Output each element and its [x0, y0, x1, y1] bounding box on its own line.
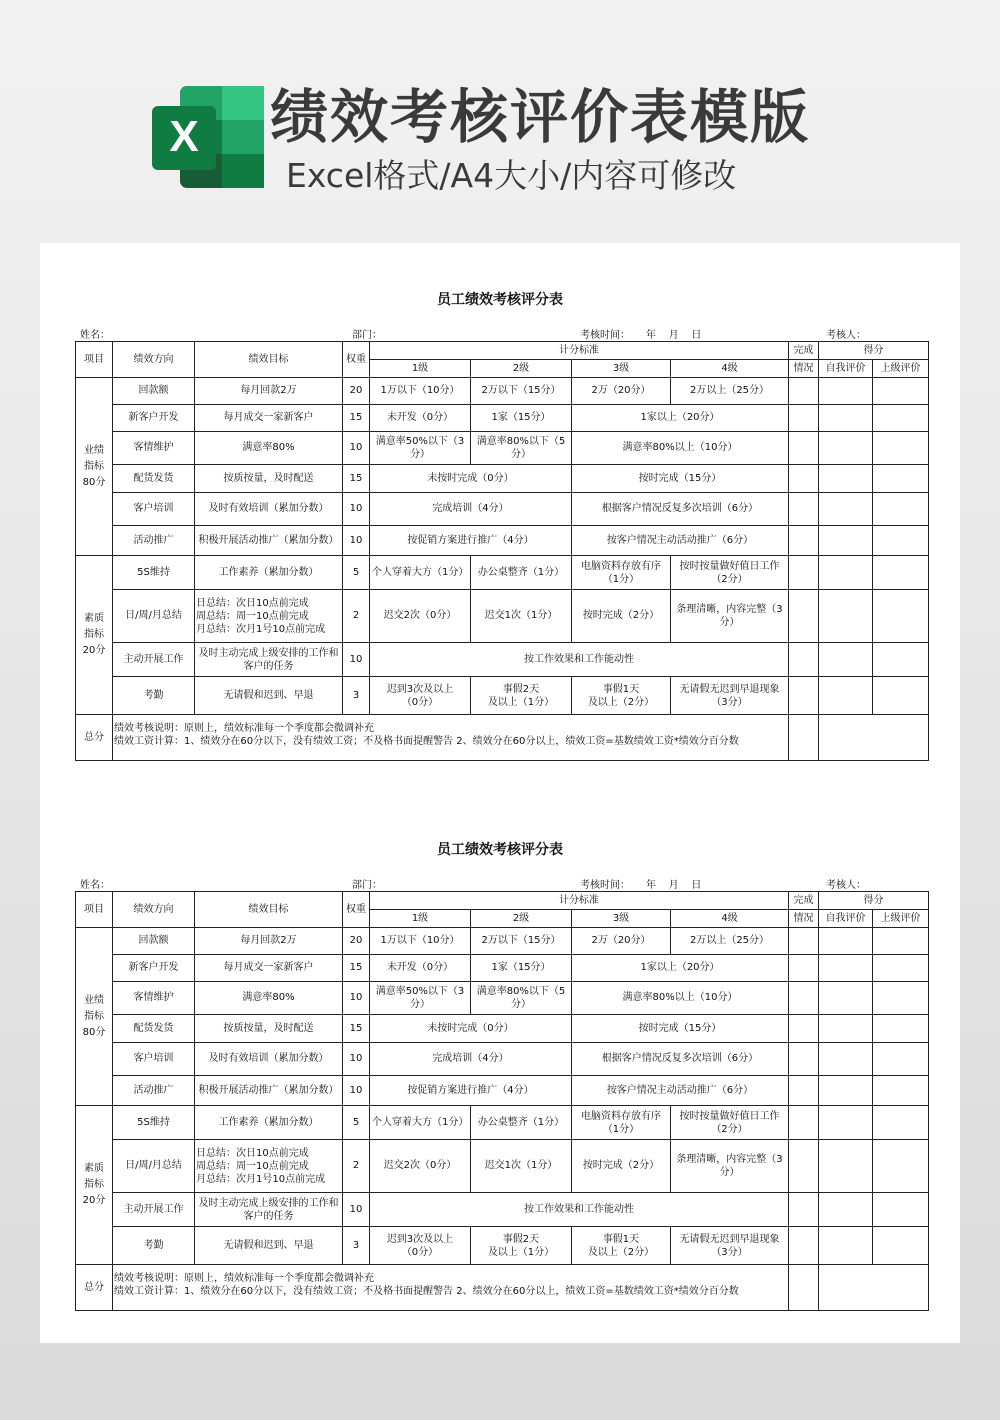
- group-performance: 业绩 指标 80分: [76, 928, 113, 1106]
- goal-cell: 满意率80%: [195, 432, 343, 465]
- self-eval-input[interactable]: [819, 1076, 873, 1106]
- total-complete-input[interactable]: [789, 715, 819, 761]
- complete-input[interactable]: [789, 590, 819, 643]
- year-label: 年: [645, 330, 656, 341]
- table-row: [76, 955, 929, 982]
- weight-cell: 20: [343, 378, 370, 405]
- total-notes: [113, 715, 789, 761]
- level-cell: 满意率80%以上（10分）: [572, 432, 789, 465]
- goal-cell: 日总结：次日10点前完成 周总结：周一10点前完成 月总结：次月1号10点前完成: [195, 590, 343, 643]
- day-label: 日: [691, 330, 702, 341]
- level-cell: 满意率80%以上（10分）: [572, 982, 789, 1015]
- level-cell: 2万（20分）: [572, 378, 671, 405]
- note-line-1: 绩效考核说明：原则上，绩效标准每一个季度都会微调补充: [114, 1273, 374, 1284]
- score-table: [75, 341, 929, 761]
- superior-eval-input[interactable]: [873, 1193, 929, 1227]
- total-score-input[interactable]: [819, 1265, 929, 1311]
- table-row: [76, 982, 929, 1015]
- direction-cell: 客户培训: [113, 1043, 195, 1076]
- level-cell: 条理清晰，内容完整（3 分）: [671, 1140, 789, 1193]
- direction-cell: 主动开展工作: [113, 1193, 195, 1227]
- header-level-2: 2级: [471, 910, 572, 928]
- form-title: 员工绩效考核评分表: [437, 842, 563, 858]
- level-cell: 电脑资料存放有序 （1分）: [572, 1106, 671, 1140]
- year-label: 年: [645, 880, 656, 891]
- complete-input[interactable]: [789, 1140, 819, 1193]
- level-cell: 未按时完成（0分）: [370, 1015, 572, 1043]
- month-label: 月: [668, 880, 679, 891]
- level-cell: 未开发（0分）: [370, 955, 471, 982]
- weight-cell: 10: [343, 1193, 370, 1227]
- level-cell: 按时完成（2分）: [572, 1140, 671, 1193]
- header-weight: 权重: [343, 892, 370, 928]
- complete-input[interactable]: [789, 1043, 819, 1076]
- level-cell: 完成培训（4分）: [370, 1043, 572, 1076]
- weight-cell: 15: [343, 465, 370, 493]
- self-eval-input[interactable]: [819, 1193, 873, 1227]
- direction-cell: 日/周/月总结: [113, 1140, 195, 1193]
- total-label: 总分: [76, 715, 113, 761]
- self-eval-input[interactable]: [819, 1043, 873, 1076]
- self-eval-input[interactable]: [819, 465, 873, 493]
- department-label: 部门：: [352, 330, 382, 341]
- table-row: [76, 1015, 929, 1043]
- weight-cell: 10: [343, 982, 370, 1015]
- weight-cell: 15: [343, 405, 370, 432]
- header-self-eval: 自我评价: [819, 910, 873, 928]
- table-row: [76, 928, 929, 955]
- level-cell: 2万以上（25分）: [671, 928, 789, 955]
- complete-input[interactable]: [789, 928, 819, 955]
- form-title: 员工绩效考核评分表: [437, 292, 563, 308]
- level-cell: 2万以上（25分）: [671, 378, 789, 405]
- level-cell: 2万以下（15分）: [471, 378, 572, 405]
- weight-cell: 10: [343, 1043, 370, 1076]
- goal-cell: 每月回款2万: [195, 378, 343, 405]
- header-score: 得分: [819, 342, 929, 360]
- superior-eval-input[interactable]: [873, 982, 929, 1015]
- complete-input[interactable]: [789, 982, 819, 1015]
- level-cell: 办公桌整齐（1分）: [471, 1106, 572, 1140]
- complete-input[interactable]: [789, 556, 819, 590]
- level-cell: 迟到3次及以上 （0分）: [370, 1227, 471, 1265]
- direction-cell: 配货发货: [113, 1015, 195, 1043]
- level-cell: 1家以上（20分）: [572, 955, 789, 982]
- goal-cell: 无请假和迟到、早退: [195, 677, 343, 715]
- review-time-label: 考核时间：: [580, 880, 630, 891]
- header-complete-status: 情况: [789, 360, 819, 378]
- banner: [0, 0, 1000, 220]
- direction-cell: 活动推广: [113, 526, 195, 556]
- goal-cell: 积极开展活动推广（累加分数）: [195, 1076, 343, 1106]
- level-cell: 迟交2次（0分）: [370, 590, 471, 643]
- level-cell: 事假2天 及以上（1分）: [471, 677, 572, 715]
- total-notes: [113, 1265, 789, 1311]
- self-eval-input[interactable]: [819, 955, 873, 982]
- self-eval-input[interactable]: [819, 556, 873, 590]
- level-cell: 按时按量做好值日工作 （2分）: [671, 1106, 789, 1140]
- header-direction: 绩效方向: [113, 892, 195, 928]
- level-cell: 按时完成（15分）: [572, 1015, 789, 1043]
- self-eval-input[interactable]: [819, 1140, 873, 1193]
- self-eval-input[interactable]: [819, 493, 873, 526]
- level-cell: 1家（15分）: [471, 405, 572, 432]
- direction-cell: 活动推广: [113, 1076, 195, 1106]
- table-row: [76, 677, 929, 715]
- note-line-1: 绩效考核说明：原则上，绩效标准每一个季度都会微调补充: [114, 723, 374, 734]
- complete-input[interactable]: [789, 677, 819, 715]
- superior-eval-input[interactable]: [873, 493, 929, 526]
- superior-eval-input[interactable]: [873, 465, 929, 493]
- superior-eval-input[interactable]: [873, 1140, 929, 1193]
- level-cell: 按时按量做好值日工作 （2分）: [671, 556, 789, 590]
- level-cell: 未按时完成（0分）: [370, 465, 572, 493]
- header-level-1: 1级: [370, 360, 471, 378]
- level-cell: 满意率80%以下（5 分）: [471, 982, 572, 1015]
- table-row: [76, 1043, 929, 1076]
- note-line-2: 绩效工资计算：1、绩效分在60分以下，没有绩效工资；不及格书面提醒警告 2、绩效分在60分以上，绩效工资=基数绩效工资*绩效分百分数: [114, 736, 739, 747]
- table-row: [76, 465, 929, 493]
- goal-cell: 按质按量，及时配送: [195, 465, 343, 493]
- direction-cell: 客户培训: [113, 493, 195, 526]
- goal-cell: 工作素养（累加分数）: [195, 556, 343, 590]
- complete-input[interactable]: [789, 493, 819, 526]
- header-score: 得分: [819, 892, 929, 910]
- self-eval-input[interactable]: [819, 378, 873, 405]
- complete-input[interactable]: [789, 1227, 819, 1265]
- goal-cell: 按质按量，及时配送: [195, 1015, 343, 1043]
- weight-cell: 15: [343, 1015, 370, 1043]
- goal-cell: 每月回款2万: [195, 928, 343, 955]
- table-row: [76, 432, 929, 465]
- level-cell: 事假1天 及以上（2分）: [572, 1227, 671, 1265]
- table-row: [76, 493, 929, 526]
- level-cell: 迟交2次（0分）: [370, 1140, 471, 1193]
- header-item: 项目: [76, 892, 113, 928]
- direction-cell: 日/周/月总结: [113, 590, 195, 643]
- level-cell: 迟交1次（1分）: [471, 590, 572, 643]
- weight-cell: 10: [343, 432, 370, 465]
- header-self-eval: 自我评价: [819, 360, 873, 378]
- header-complete: 完成: [789, 342, 819, 360]
- direction-cell: 回款额: [113, 378, 195, 405]
- self-eval-input[interactable]: [819, 1227, 873, 1265]
- superior-eval-input[interactable]: [873, 378, 929, 405]
- day-label: 日: [691, 880, 702, 891]
- complete-input[interactable]: [789, 1193, 819, 1227]
- complete-input[interactable]: [789, 465, 819, 493]
- review-time-label: 考核时间：: [580, 330, 630, 341]
- self-eval-input[interactable]: [819, 643, 873, 677]
- level-cell: 根据客户情况反复多次培训（6分）: [572, 1043, 789, 1076]
- level-cell: 按促销方案进行推广（4分）: [370, 1076, 572, 1106]
- superior-eval-input[interactable]: [873, 677, 929, 715]
- level-cell: 按客户情况主动活动推广（6分）: [572, 1076, 789, 1106]
- level-cell: 满意率50%以下（3 分）: [370, 982, 471, 1015]
- self-eval-input[interactable]: [819, 1106, 873, 1140]
- weight-cell: 3: [343, 677, 370, 715]
- group-quality: 素质 指标 20分: [76, 556, 113, 715]
- direction-cell: 客情维护: [113, 432, 195, 465]
- complete-input[interactable]: [789, 405, 819, 432]
- month-label: 月: [668, 330, 679, 341]
- reviewer-label: 考核人：: [826, 880, 866, 891]
- complete-input[interactable]: [789, 526, 819, 556]
- header-superior-eval: 上级评价: [873, 360, 929, 378]
- level-cell: 迟到3次及以上 （0分）: [370, 677, 471, 715]
- goal-cell: 工作素养（累加分数）: [195, 1106, 343, 1140]
- direction-cell: 5S维持: [113, 556, 195, 590]
- note-line-2: 绩效工资计算：1、绩效分在60分以下，没有绩效工资；不及格书面提醒警告 2、绩效分在60分以上，绩效工资=基数绩效工资*绩效分百分数: [114, 1286, 739, 1297]
- level-cell: 1万以下（10分）: [370, 378, 471, 405]
- total-complete-input[interactable]: [789, 1265, 819, 1311]
- superior-eval-input[interactable]: [873, 1043, 929, 1076]
- page-subtitle: Excel格式/A4大小/内容可修改: [286, 156, 737, 195]
- level-cell: 电脑资料存放有序 （1分）: [572, 556, 671, 590]
- header-criteria: 计分标准: [370, 342, 789, 360]
- weight-cell: 10: [343, 526, 370, 556]
- complete-input[interactable]: [789, 378, 819, 405]
- weight-cell: 15: [343, 955, 370, 982]
- self-eval-input[interactable]: [819, 1015, 873, 1043]
- complete-input[interactable]: [789, 1076, 819, 1106]
- table-row: [76, 1227, 929, 1265]
- level-cell: 事假1天 及以上（2分）: [572, 677, 671, 715]
- superior-eval-input[interactable]: [873, 526, 929, 556]
- header-level-2: 2级: [471, 360, 572, 378]
- direction-cell: 配货发货: [113, 465, 195, 493]
- level-cell: 1万以下（10分）: [370, 928, 471, 955]
- header-weight: 权重: [343, 342, 370, 378]
- complete-input[interactable]: [789, 432, 819, 465]
- level-cell: 按促销方案进行推广（4分）: [370, 526, 572, 556]
- page-title: 绩效考核评价表模版: [270, 83, 811, 151]
- superior-eval-input[interactable]: [873, 556, 929, 590]
- self-eval-input[interactable]: [819, 677, 873, 715]
- direction-cell: 考勤: [113, 1227, 195, 1265]
- table-row: [76, 1140, 929, 1193]
- level-cell: 办公桌整齐（1分）: [471, 556, 572, 590]
- department-label: 部门：: [352, 880, 382, 891]
- weight-cell: 20: [343, 928, 370, 955]
- level-cell: 个人穿着大方（1分）: [370, 556, 471, 590]
- level-cell: 1家以上（20分）: [572, 405, 789, 432]
- table-row: [76, 1106, 929, 1140]
- self-eval-input[interactable]: [819, 526, 873, 556]
- header-item: 项目: [76, 342, 113, 378]
- header-direction: 绩效方向: [113, 342, 195, 378]
- level-cell: 2万以下（15分）: [471, 928, 572, 955]
- goal-cell: 满意率80%: [195, 982, 343, 1015]
- header-goal: 绩效目标: [195, 342, 343, 378]
- header-goal: 绩效目标: [195, 892, 343, 928]
- paper: [40, 243, 960, 1343]
- level-cell: 根据客户情况反复多次培训（6分）: [572, 493, 789, 526]
- superior-eval-input[interactable]: [873, 432, 929, 465]
- superior-eval-input[interactable]: [873, 1106, 929, 1140]
- name-label: 姓名：: [80, 330, 110, 341]
- table-row: [76, 378, 929, 405]
- level-cell: 个人穿着大方（1分）: [370, 1106, 471, 1140]
- score-table: [75, 891, 929, 1311]
- superior-eval-input[interactable]: [873, 405, 929, 432]
- level-cell: 按工作效果和工作能动性: [370, 643, 789, 677]
- total-score-input[interactable]: [819, 715, 929, 761]
- weight-cell: 3: [343, 1227, 370, 1265]
- complete-input[interactable]: [789, 1106, 819, 1140]
- level-cell: 完成培训（4分）: [370, 493, 572, 526]
- weight-cell: 10: [343, 1076, 370, 1106]
- superior-eval-input[interactable]: [873, 643, 929, 677]
- header-complete-status: 情况: [789, 910, 819, 928]
- group-quality: 素质 指标 20分: [76, 1106, 113, 1265]
- level-cell: 迟交1次（1分）: [471, 1140, 572, 1193]
- level-cell: 2万（20分）: [572, 928, 671, 955]
- goal-cell: 及时主动完成上级安排的工作和 客户的任务: [195, 1193, 343, 1227]
- level-cell: 事假2天 及以上（1分）: [471, 1227, 572, 1265]
- superior-eval-input[interactable]: [873, 1015, 929, 1043]
- level-cell: 满意率50%以下（3 分）: [370, 432, 471, 465]
- superior-eval-input[interactable]: [873, 928, 929, 955]
- level-cell: 按客户情况主动活动推广（6分）: [572, 526, 789, 556]
- total-row: [76, 1265, 929, 1311]
- direction-cell: 考勤: [113, 677, 195, 715]
- goal-cell: 及时主动完成上级安排的工作和 客户的任务: [195, 643, 343, 677]
- direction-cell: 主动开展工作: [113, 643, 195, 677]
- header-level-3: 3级: [572, 360, 671, 378]
- weight-cell: 2: [343, 1140, 370, 1193]
- name-label: 姓名：: [80, 880, 110, 891]
- header-superior-eval: 上级评价: [873, 910, 929, 928]
- goal-cell: 积极开展活动推广（累加分数）: [195, 526, 343, 556]
- weight-cell: 10: [343, 643, 370, 677]
- weight-cell: 10: [343, 493, 370, 526]
- table-row: [76, 526, 929, 556]
- table-row: [76, 1076, 929, 1106]
- superior-eval-input[interactable]: [873, 590, 929, 643]
- self-eval-input[interactable]: [819, 982, 873, 1015]
- review-time: [580, 876, 701, 891]
- level-cell: 无请假无迟到早退现象 （3分）: [671, 1227, 789, 1265]
- goal-cell: 日总结：次日10点前完成 周总结：周一10点前完成 月总结：次月1号10点前完成: [195, 1140, 343, 1193]
- table-row: [76, 556, 929, 590]
- table-row: [76, 1193, 929, 1227]
- table-row: [76, 590, 929, 643]
- header-level-3: 3级: [572, 910, 671, 928]
- level-cell: 按时完成（2分）: [572, 590, 671, 643]
- table-row: [76, 405, 929, 432]
- goal-cell: 每月成交一家新客户: [195, 955, 343, 982]
- header-level-4: 4级: [671, 360, 789, 378]
- level-cell: 1家（15分）: [471, 955, 572, 982]
- complete-input[interactable]: [789, 1015, 819, 1043]
- goal-cell: 无请假和迟到、早退: [195, 1227, 343, 1265]
- header-criteria: 计分标准: [370, 892, 789, 910]
- group-performance: 业绩 指标 80分: [76, 378, 113, 556]
- self-eval-input[interactable]: [819, 432, 873, 465]
- weight-cell: 5: [343, 1106, 370, 1140]
- self-eval-input[interactable]: [819, 928, 873, 955]
- superior-eval-input[interactable]: [873, 1076, 929, 1106]
- review-time: [580, 326, 701, 341]
- direction-cell: 新客户开发: [113, 955, 195, 982]
- goal-cell: 每月成交一家新客户: [195, 405, 343, 432]
- header-complete: 完成: [789, 892, 819, 910]
- complete-input[interactable]: [789, 955, 819, 982]
- direction-cell: 客情维护: [113, 982, 195, 1015]
- goal-cell: 及时有效培训（累加分数）: [195, 493, 343, 526]
- level-cell: 满意率80%以下（5 分）: [471, 432, 572, 465]
- level-cell: 无请假无迟到早退现象 （3分）: [671, 677, 789, 715]
- total-label: 总分: [76, 1265, 113, 1311]
- self-eval-input[interactable]: [819, 590, 873, 643]
- goal-cell: 及时有效培训（累加分数）: [195, 1043, 343, 1076]
- self-eval-input[interactable]: [819, 405, 873, 432]
- weight-cell: 2: [343, 590, 370, 643]
- direction-cell: 5S维持: [113, 1106, 195, 1140]
- complete-input[interactable]: [789, 643, 819, 677]
- level-cell: 未开发（0分）: [370, 405, 471, 432]
- excel-logo-letter: X: [169, 112, 199, 161]
- excel-logo-icon: [152, 86, 264, 188]
- superior-eval-input[interactable]: [873, 1227, 929, 1265]
- total-row: [76, 715, 929, 761]
- weight-cell: 5: [343, 556, 370, 590]
- level-cell: 条理清晰，内容完整（3 分）: [671, 590, 789, 643]
- reviewer-label: 考核人：: [826, 330, 866, 341]
- level-cell: 按工作效果和工作能动性: [370, 1193, 789, 1227]
- direction-cell: 回款额: [113, 928, 195, 955]
- superior-eval-input[interactable]: [873, 955, 929, 982]
- header-level-1: 1级: [370, 910, 471, 928]
- level-cell: 按时完成（15分）: [572, 465, 789, 493]
- direction-cell: 新客户开发: [113, 405, 195, 432]
- table-row: [76, 643, 929, 677]
- header-level-4: 4级: [671, 910, 789, 928]
